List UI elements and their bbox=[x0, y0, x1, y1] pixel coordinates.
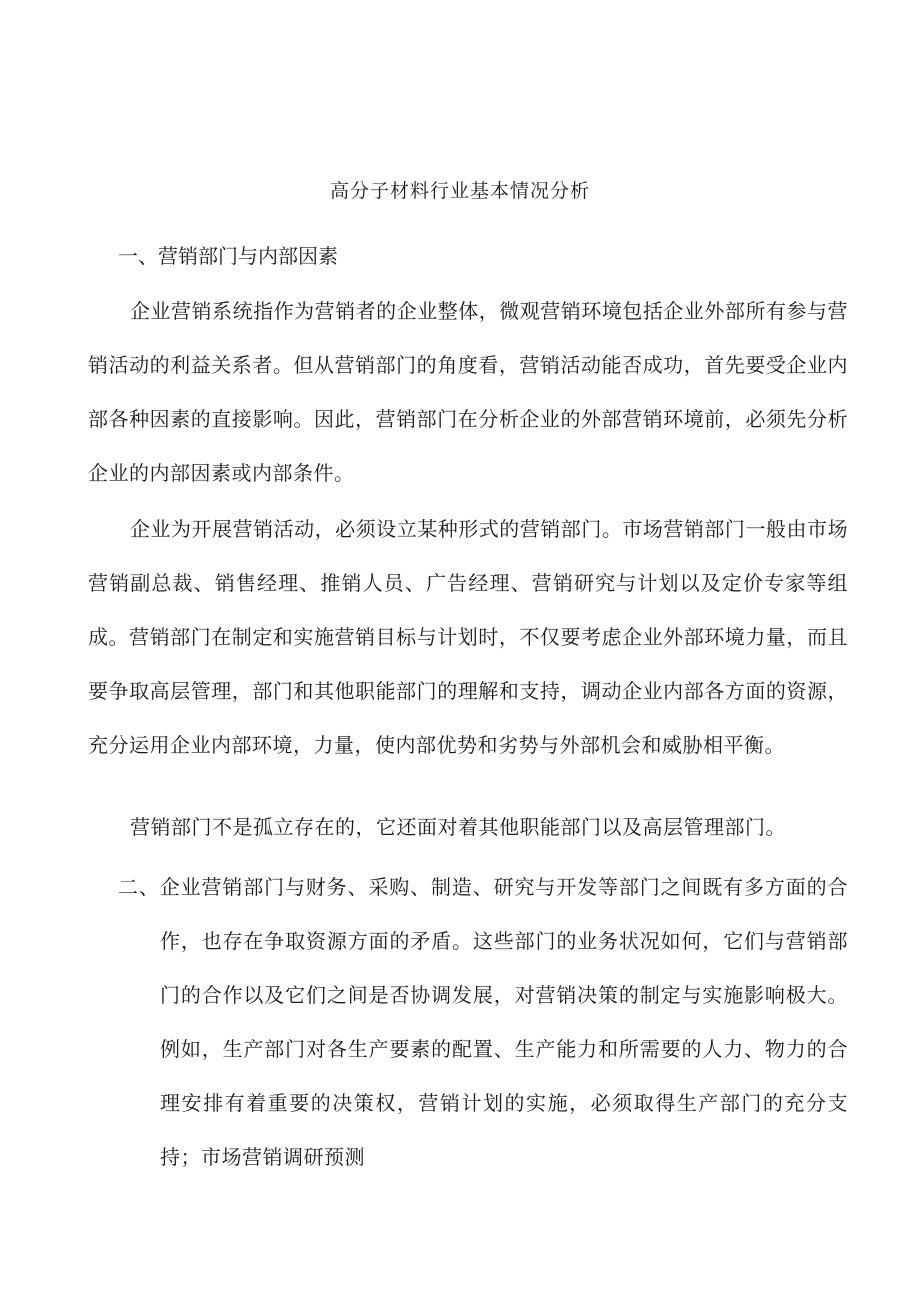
paragraph-marketing-system: 企业营销系统指作为营销者的企业整体，微观营销环境包括企业外部所有参与营销活动的利益关系者。但从营销部门的角度看，营销活动能否成功，首先要受企业内部各种因素的直接影响。因此，营销部门在分析企业的外部营销环境前，必须先分析企业的内部因素或内部条件。 bbox=[88, 299, 848, 485]
paragraph-marketing-department-setup: 企业为开展营销活动，必须设立某种形式的营销部门。市场营销部门一般由市场营销副总裁、销售经理、推销人员、广告经理、营销研究与计划以及定价专家等组成。营销部门在制定和实施营销目标与计划时，不仅要考虑企业外部环境力量，而且要争取高层管理，部门和其他职能部门的理解和支持，调动企业内部各方面的资源，充分运用企业内部环境，力量，使内部优势和劣势与外部机会和威胁相平衡。 bbox=[88, 517, 848, 757]
paragraph-not-isolated: 营销部门不是孤立存在的，它还面对着其他职能部门以及高层管理部门。 bbox=[130, 815, 786, 839]
document-title: 高分子材料行业基本情况分析 bbox=[329, 180, 590, 202]
list-item-department-cooperation: 二、企业营销部门与财务、采购、制造、研究与开发等部门之间既有多方面的合作，也存在争取资源方面的矛盾。这些部门的业务状况如何，它们与营销部门的合作以及它们之间是否协调发展，对营销决策的制定与实施影响极大。例如，生产部门对各生产要素的配置、生产能力和所需要的人力、物力的合理安排有着重要的决策权，营销计划的实施，必须取得生产部门的充分支持；市场营销调研预测 bbox=[118, 875, 848, 1169]
section-heading-marketing-department: 一、营销部门与内部因素 bbox=[118, 244, 338, 268]
